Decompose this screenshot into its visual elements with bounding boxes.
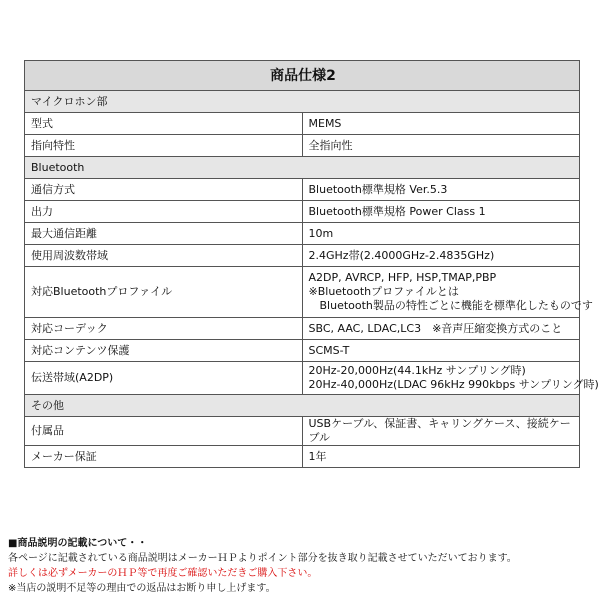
spec-row <box>25 318 580 340</box>
notes-line: 各ページに記載されている商品説明はメーカーＨＰよりポイント部分を抜き取り記載させていただいております。 <box>8 553 517 564</box>
spec-label: 対応Bluetoothプロファイル <box>25 267 303 318</box>
spec-label: メーカー保証 <box>25 446 303 468</box>
spec-value: 全指向性 <box>302 135 580 157</box>
spec-title: 商品仕様2 <box>25 61 580 91</box>
spec-row <box>25 113 580 135</box>
spec-value: 10m <box>302 223 580 245</box>
spec-label: 最大通信距離 <box>25 223 303 245</box>
spec-row <box>25 267 580 318</box>
spec-row <box>25 201 580 223</box>
spec-value: MEMS <box>302 113 580 135</box>
spec-value-line: 20Hz-40,000Hz(LDAC 96kHz 990kbps サンプリング時) <box>308 378 599 391</box>
notes-block <box>8 536 598 596</box>
notes-warning-line: 詳しくは必ずメーカーのＨＰ等で再度ご確認いただきご購入下さい。 <box>8 568 318 579</box>
notes-line: ※当店の説明不足等の理由での返品はお断り申し上げます。 <box>8 583 276 594</box>
spec-label: 指向特性 <box>25 135 303 157</box>
spec-value-line: A2DP, AVRCP, HFP, HSP,TMAP,PBP <box>308 271 497 284</box>
spec-title-row <box>25 61 580 91</box>
spec-value-line: ※Bluetoothプロファイルとは <box>308 285 459 298</box>
spec-value: Bluetooth標準規格 Power Class 1 <box>302 201 580 223</box>
spec-table <box>24 60 599 468</box>
spec-row <box>25 446 580 468</box>
spec-row <box>25 223 580 245</box>
section-row <box>25 157 580 179</box>
spec-value: Bluetooth標準規格 Ver.5.3 <box>302 179 580 201</box>
spec-label: 出力 <box>25 201 303 223</box>
spec-label: 通信方式 <box>25 179 303 201</box>
spec-value <box>302 362 599 395</box>
spec-label: 付属品 <box>25 417 303 446</box>
spec-value-line: 20Hz-20,000Hz(44.1kHz サンプリング時) <box>308 364 526 377</box>
spec-value: 1年 <box>302 446 580 468</box>
spec-value: USBケーブル、保証書、キャリングケース、接続ケーブル <box>302 417 580 446</box>
spec-value <box>302 267 593 318</box>
spec-value-line: Bluetooth製品の特性ごとに機能を標準化したものです <box>308 299 593 312</box>
spec-row <box>25 135 580 157</box>
spec-label: 対応コンテンツ保護 <box>25 340 303 362</box>
spec-label: 使用周波数帯域 <box>25 245 303 267</box>
spec-value: SBC, AAC, LDAC,LC3 ※音声圧縮変換方式のこと <box>302 318 580 340</box>
spec-row <box>25 179 580 201</box>
spec-row <box>25 245 580 267</box>
section-heading-other: その他 <box>25 395 580 417</box>
section-row <box>25 395 580 417</box>
spec-row <box>25 417 580 446</box>
section-row <box>25 91 580 113</box>
section-heading-bluetooth: Bluetooth <box>25 157 580 179</box>
spec-row <box>25 340 580 362</box>
notes-title: ■商品説明の記載について・・ <box>8 538 148 549</box>
spec-row <box>25 362 580 395</box>
spec-label: 対応コーデック <box>25 318 303 340</box>
section-heading-microphone: マイクロホン部 <box>25 91 580 113</box>
spec-label: 伝送帯域(A2DP) <box>25 362 303 395</box>
spec-value: 2.4GHz帯(2.4000GHz-2.4835GHz) <box>302 245 580 267</box>
spec-value: SCMS-T <box>302 340 580 362</box>
spec-label: 型式 <box>25 113 303 135</box>
